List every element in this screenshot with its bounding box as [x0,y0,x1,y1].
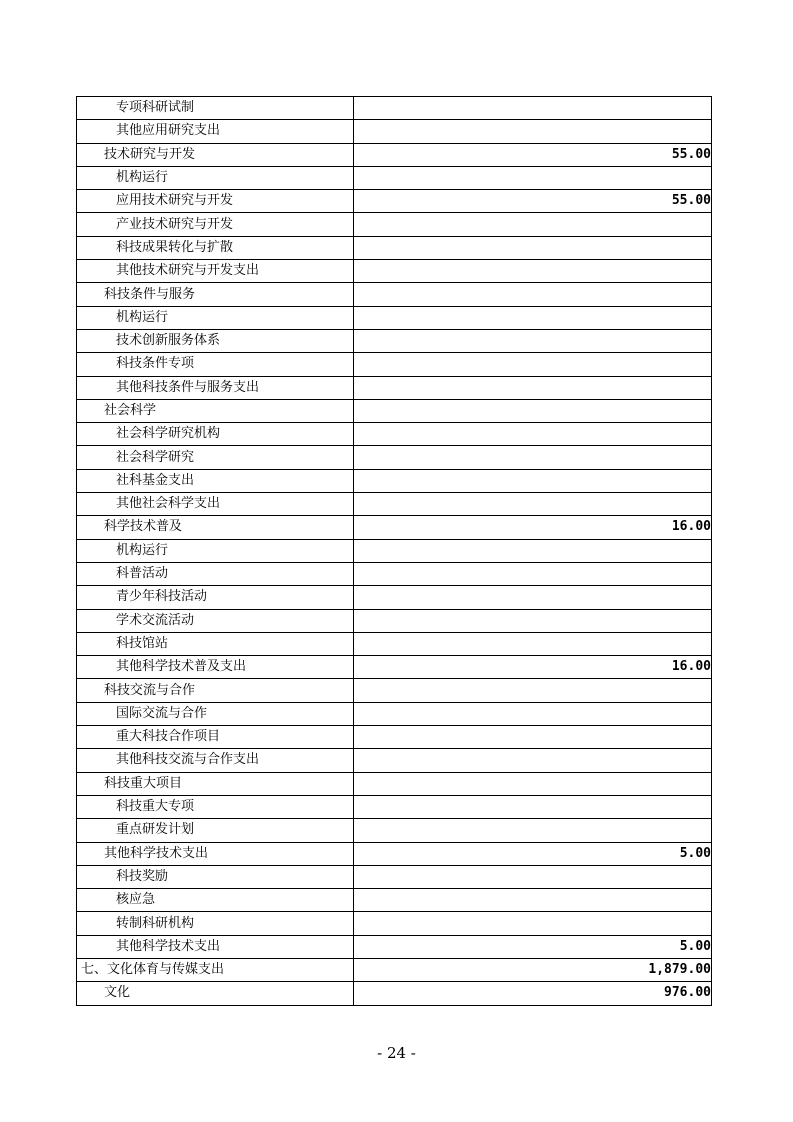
amount-cell [354,819,712,842]
table-row [77,423,712,446]
table-row [77,562,712,585]
item-name-cell: 科技奖励 [77,865,354,888]
item-name-cell: 其他科技交流与合作支出 [77,749,354,772]
amount-cell [354,632,712,655]
item-name-cell: 学术交流活动 [77,609,354,632]
table-row [77,469,712,492]
table-row [77,889,712,912]
table-row [77,632,712,655]
amount-cell: 55.00 [354,190,712,213]
item-name-cell: 机构运行 [77,539,354,562]
table-row [77,446,712,469]
table-row [77,772,712,795]
table-row [77,749,712,772]
item-name-cell: 其他科学技术普及支出 [77,656,354,679]
table-row [77,795,712,818]
table-row [77,982,712,1005]
amount-cell: 1,879.00 [354,958,712,981]
amount-cell [354,795,712,818]
amount-cell [354,889,712,912]
item-name-cell: 青少年科技活动 [77,586,354,609]
item-name-cell: 重点研发计划 [77,819,354,842]
amount-cell [354,166,712,189]
item-name-cell: 核应急 [77,889,354,912]
item-name-cell: 科技重大项目 [77,772,354,795]
item-name-cell: 科技重大专项 [77,795,354,818]
amount-cell [354,97,712,120]
item-name-cell: 七、文化体育与传媒支出 [77,958,354,981]
amount-cell [354,329,712,352]
item-name-cell: 社会科学研究机构 [77,423,354,446]
budget-table [76,96,712,1006]
table-row [77,213,712,236]
item-name-cell: 机构运行 [77,166,354,189]
table-row [77,143,712,166]
item-name-cell: 科技条件专项 [77,353,354,376]
table-row [77,539,712,562]
table-row [77,958,712,981]
table-row [77,493,712,516]
table-row [77,912,712,935]
item-name-cell: 技术创新服务体系 [77,329,354,352]
amount-cell: 5.00 [354,842,712,865]
amount-cell [354,446,712,469]
table-row [77,166,712,189]
amount-cell [354,260,712,283]
item-name-cell: 社科基金支出 [77,469,354,492]
amount-cell [354,562,712,585]
amount-cell: 5.00 [354,935,712,958]
amount-cell [354,376,712,399]
budget-table-body [77,97,712,1006]
item-name-cell: 重大科技合作项目 [77,726,354,749]
table-row [77,586,712,609]
amount-cell [354,120,712,143]
item-name-cell: 社会科学 [77,399,354,422]
amount-cell [354,213,712,236]
table-row [77,283,712,306]
amount-cell [354,399,712,422]
table-row [77,376,712,399]
item-name-cell: 科学技术普及 [77,516,354,539]
item-name-cell: 科技成果转化与扩散 [77,236,354,259]
amount-cell [354,353,712,376]
item-name-cell: 其他科技条件与服务支出 [77,376,354,399]
amount-cell: 16.00 [354,516,712,539]
amount-cell [354,865,712,888]
item-name-cell: 科普活动 [77,562,354,585]
table-row [77,609,712,632]
table-row [77,353,712,376]
item-name-cell: 科技馆站 [77,632,354,655]
table-row [77,865,712,888]
item-name-cell: 社会科学研究 [77,446,354,469]
table-row [77,236,712,259]
amount-cell [354,726,712,749]
table-row [77,842,712,865]
table-row [77,935,712,958]
item-name-cell: 科技条件与服务 [77,283,354,306]
amount-cell [354,749,712,772]
table-row [77,702,712,725]
amount-cell [354,679,712,702]
table-row [77,679,712,702]
table-row [77,819,712,842]
amount-cell: 976.00 [354,982,712,1005]
amount-cell [354,702,712,725]
amount-cell [354,772,712,795]
amount-cell: 55.00 [354,143,712,166]
table-row [77,656,712,679]
amount-cell [354,586,712,609]
amount-cell [354,236,712,259]
item-name-cell: 国际交流与合作 [77,702,354,725]
item-name-cell: 文化 [77,982,354,1005]
item-name-cell: 机构运行 [77,306,354,329]
item-name-cell: 其他科学技术支出 [77,842,354,865]
table-row [77,190,712,213]
item-name-cell: 其他应用研究支出 [77,120,354,143]
amount-cell [354,306,712,329]
item-name-cell: 转制科研机构 [77,912,354,935]
item-name-cell: 其他技术研究与开发支出 [77,260,354,283]
table-row [77,726,712,749]
page-number: - 24 - [377,1044,416,1062]
table-row [77,399,712,422]
table-row [77,120,712,143]
table-row [77,329,712,352]
item-name-cell: 技术研究与开发 [77,143,354,166]
table-row [77,516,712,539]
item-name-cell: 其他社会科学支出 [77,493,354,516]
amount-cell [354,912,712,935]
amount-cell [354,283,712,306]
item-name-cell: 科技交流与合作 [77,679,354,702]
table-row [77,260,712,283]
item-name-cell: 专项科研试制 [77,97,354,120]
amount-cell [354,423,712,446]
item-name-cell: 应用技术研究与开发 [77,190,354,213]
amount-cell [354,539,712,562]
amount-cell [354,493,712,516]
table-row [77,306,712,329]
amount-cell: 16.00 [354,656,712,679]
amount-cell [354,609,712,632]
table-row [77,97,712,120]
item-name-cell: 其他科学技术支出 [77,935,354,958]
item-name-cell: 产业技术研究与开发 [77,213,354,236]
amount-cell [354,469,712,492]
